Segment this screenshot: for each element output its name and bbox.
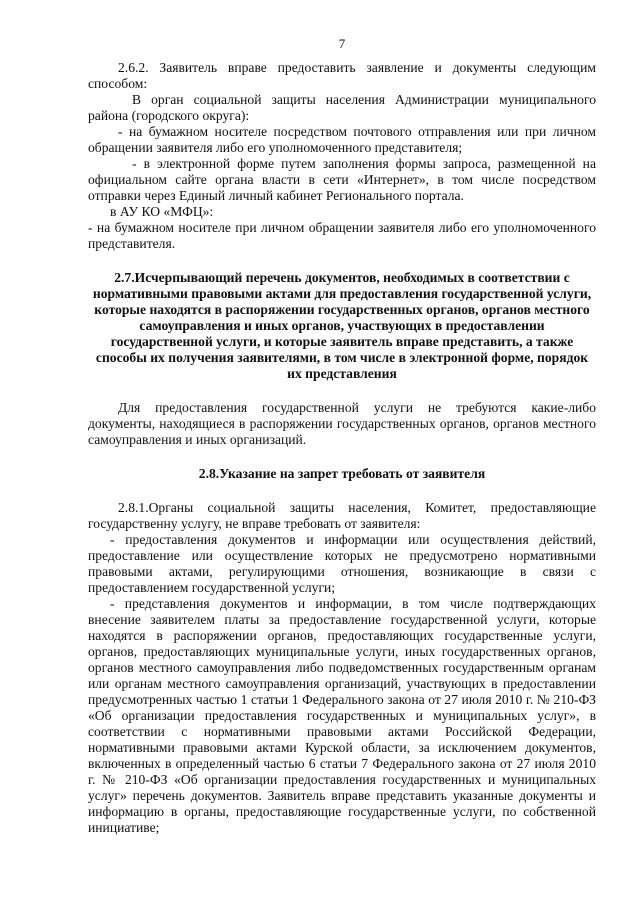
paragraph-electronic-submission: - в электронной форме путем заполнения формы запроса, размещенной на официальном сайте органа власти в сети «Интернет», в том числе посредством отправки через Единый личный кабинет Регионального портала. [88, 156, 596, 203]
paragraph-authority: В орган социальной защиты населения Администрации муниципального района (городского округа): [88, 92, 596, 123]
paragraph-mfc: в АУ КО «МФЦ»: [110, 204, 214, 219]
paragraph-2-6-2-intro: 2.6.2. Заявитель вправе предоставить заявление и документы следующим способом: [88, 60, 596, 91]
page-number: 7 [338, 36, 346, 51]
section-2-7-body: Для предоставления государственной услуги не требуются какие-либо документы, находящиеся в распоряжении государственных органов, органов местного самоуправления и иных организаций. [88, 400, 596, 447]
paragraph-mfc-paper: - на бумажном носителе при личном обращении заявителя либо его уполномоченного представителя. [88, 220, 596, 251]
section-2-7-heading: 2.7.Исчерпывающий перечень документов, необходимых в соответствии с нормативными правовыми актами для предоставления государственной услуги, которые находятся в распоряжении государственных органов, органов местного самоуправления и иных органов, участвующих в предоставлении государственной услуги, и которые заявитель вправе представить, а также способы их получения заявителями, в том числе в электронной форме, порядок их представления [92, 270, 592, 381]
section-2-8-1-intro: 2.8.1.Органы социальной защиты населения, Комитет, предоставляющие государственну услугу, не вправе требовать от заявителя: [88, 500, 596, 531]
section-2-8-heading: 2.8.Указание на запрет требовать от заявителя [198, 466, 486, 481]
section-2-8-1-item-1: - предоставления документов и информации или осуществления действий, предоставление или осуществление которых не предусмотрено нормативными правовыми актами, регулирующими отношения, возникающие в связи с предоставлением государственной услуги; [88, 532, 596, 595]
section-2-8-1-item-2: - представления документов и информации, в том числе подтверждающих внесение заявителем платы за предоставление государственной услуги, которые находятся в распоряжении органов, предоставляющих государственные услуги, органов, предоставляющих муниципальные услуги, иных государственных органов, органов местного самоуправления либо подведомственных государственным органам или органам местного самоуправления организаций, участвующих в предоставлении предусмотренных частью 1 статьи 1 Федерального закона от 27 июля 2010 г. № 210-ФЗ «Об организации предоставления государственных и муниципальных услуг», в соответствии с нормативными правовыми актами Российской Федерации, нормативными правовыми актами Курской области, за исключением документов, включенных в определенный частью 6 статьи 7 Федерального закона от 27 июля 2010 г. № 210-ФЗ «Об организации предоставления государственных и муниципальных услуг» перечень документов. Заявитель вправе представить указанные документы и информацию в органы, предоставляющие государственные услуги, по собственной инициативе; [88, 596, 596, 835]
paragraph-paper-submission: - на бумажном носителе посредством почтового отправления или при личном обращении заявителя либо его уполномоченного представителя; [88, 124, 596, 155]
